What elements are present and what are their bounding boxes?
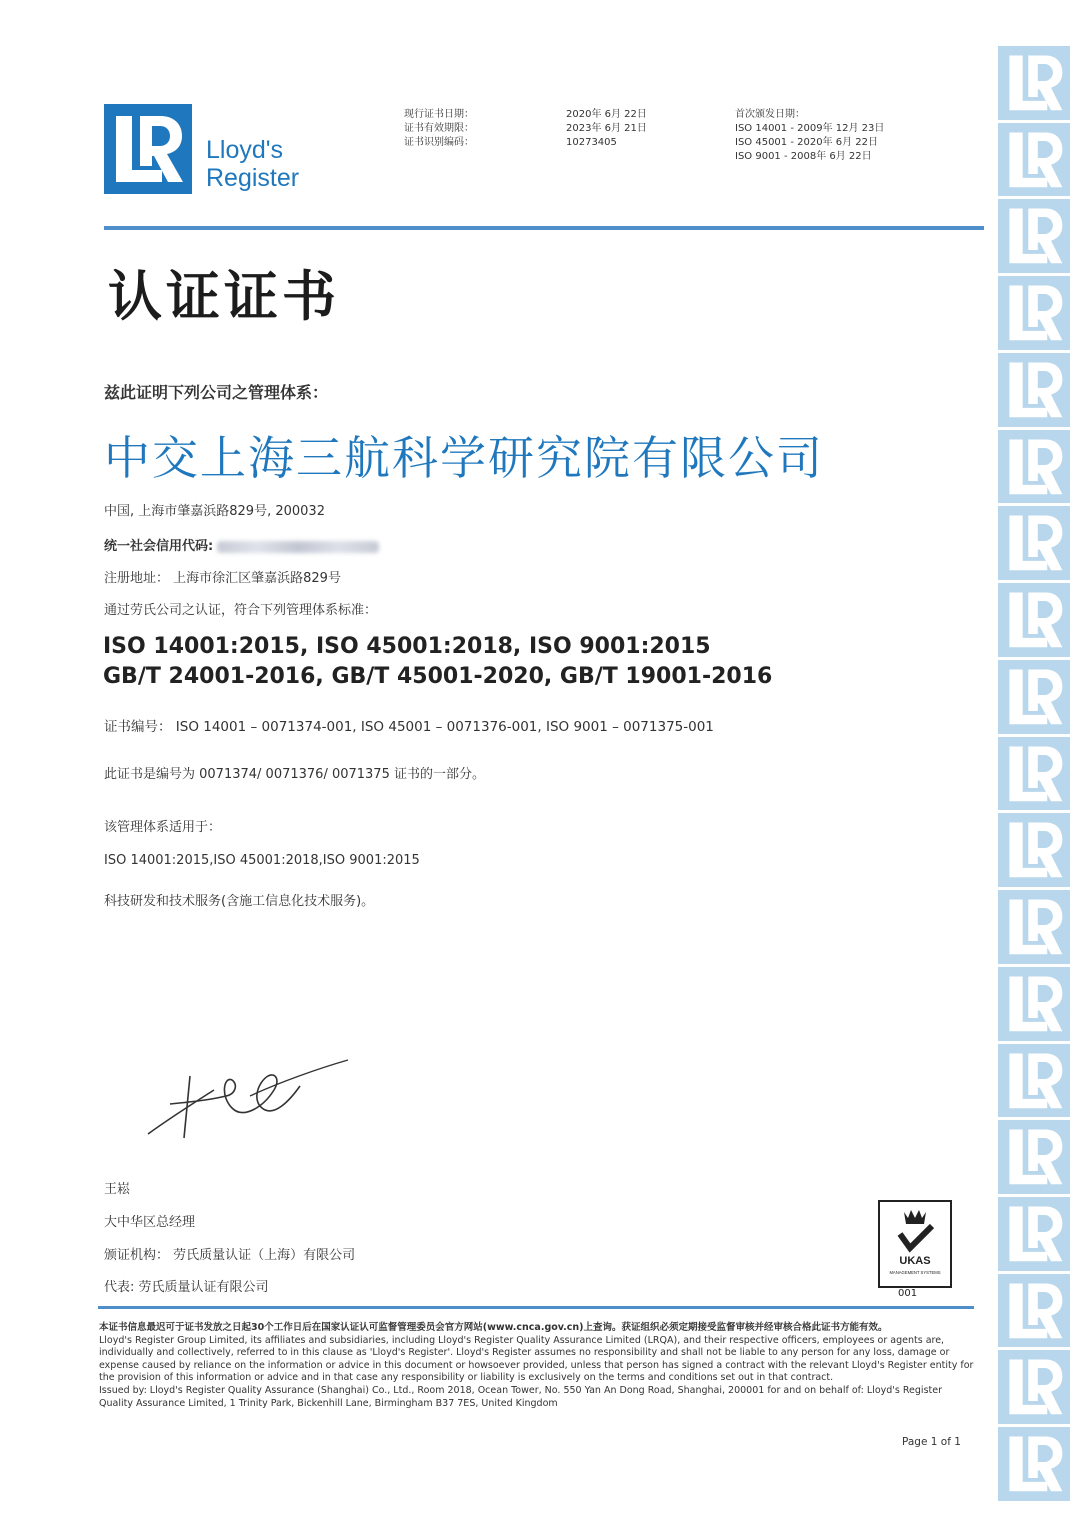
lr-tile-icon xyxy=(998,967,1070,1041)
certificate-numbers: 证书编号： ISO 14001 – 0071374-001, ISO 45001 – 0071376-001, ISO 9001 – 0071375-001 xyxy=(104,719,714,735)
lr-watermark-tile xyxy=(998,506,1070,580)
ukas-number: 001 xyxy=(898,1288,918,1299)
lr-tile-icon xyxy=(998,890,1070,964)
lr-tile-icon xyxy=(998,276,1070,350)
logo-wordmark xyxy=(206,136,299,192)
footer-divider xyxy=(98,1306,974,1309)
first-issue-block xyxy=(735,108,884,164)
first-issue-14001: ISO 14001 - 2009年 12月 23日 xyxy=(735,123,885,134)
lr-tile-icon xyxy=(998,1044,1070,1118)
lr-tile-icon xyxy=(998,1197,1070,1271)
certificate-title: 认证证书 xyxy=(108,265,340,328)
lr-watermark-tile xyxy=(998,737,1070,811)
lr-tile-icon xyxy=(998,506,1070,580)
applies-standards: ISO 14001:2015,ISO 45001:2018,ISO 9001:2015 xyxy=(104,853,420,868)
lr-tile-icon xyxy=(998,123,1070,197)
page-number: Page 1 of 1 xyxy=(902,1436,961,1448)
ukas-accreditation-mark xyxy=(878,1200,952,1288)
expiry-date-value: 2023年 6月 21日 xyxy=(566,123,647,134)
current-date-label: 现行证书日期： xyxy=(404,109,474,120)
standards-block xyxy=(103,632,772,692)
identity-number-value: 10273405 xyxy=(566,137,617,148)
standards-gbt: GB/T 24001-2016, GB/T 45001-2020, GB/T 19001-2016 xyxy=(103,664,773,689)
company-name: 中交上海三航科学研究院有限公司 xyxy=(104,431,824,485)
first-issue-label: 首次颁发日期： xyxy=(735,109,805,120)
lr-watermark-tile xyxy=(998,430,1070,504)
credit-code-label: 统一社会信用代码: xyxy=(104,539,214,554)
lr-watermark-tile xyxy=(998,1044,1070,1118)
lr-tile-icon xyxy=(998,813,1070,887)
lr-watermark-tile xyxy=(998,1274,1070,1348)
expiry-date-label: 证书有效期限： xyxy=(404,123,474,134)
lr-tile-icon xyxy=(998,199,1070,273)
lr-watermark-tile xyxy=(998,123,1070,197)
ukas-text: UKAS xyxy=(899,1255,931,1267)
lr-tile-icon xyxy=(998,1274,1070,1348)
lr-watermark-tile xyxy=(998,199,1070,273)
issuing-body: 颁证机构： 劳氏质量认证（上海）有限公司 xyxy=(104,1248,356,1263)
applies-label: 该管理体系适用于： xyxy=(104,820,222,835)
lr-watermark-tile xyxy=(998,1427,1070,1501)
footer-text xyxy=(99,1322,975,1410)
footer-notice: 本证书信息最迟可于证书发放之日起30个工作日后在国家认证认可监督管理委员会官方网站(www.cnca.gov.cn)上查询。获证组织必须定期接受监督审核并经审核合格此证书方能有效。 xyxy=(99,1322,888,1333)
current-date-value: 2020年 6月 22日 xyxy=(566,109,647,120)
lr-watermark-tile xyxy=(998,967,1070,1041)
lr-tile-icon xyxy=(998,430,1070,504)
approval-text: 通过劳氏公司之认证，符合下列管理体系标准： xyxy=(104,603,378,618)
footer-issued-by: Issued by: Lloyd's Register Quality Assurance (Shanghai) Co., Ltd., Room 2018, Ocean Tower, No. 550 Yan An Dong Road, Shanghai, 200001 for and on behalf of: Lloyd's Register Quality Assurance Limited, 1 Trinity Park, Bickenhill Lane, Birmingham B37 7ES, United Kingdom xyxy=(99,1384,942,1409)
lr-watermark-tile xyxy=(998,1350,1070,1424)
credit-code-redacted xyxy=(217,541,379,553)
representative: 代表: 劳氏质量认证有限公司 xyxy=(104,1280,269,1295)
ukas-subtext: MANAGEMENT SYSTEMS xyxy=(889,1270,941,1275)
lr-watermark-tile xyxy=(998,1197,1070,1271)
header-labels xyxy=(404,108,474,150)
lr-tile-icon xyxy=(998,46,1070,120)
lr-watermark-strip xyxy=(998,46,1070,1504)
lr-watermark-tile xyxy=(998,46,1070,120)
signatory-role: 大中华区总经理 xyxy=(104,1215,196,1230)
lr-watermark-tile xyxy=(998,276,1070,350)
signatory-name: 王崧 xyxy=(104,1182,131,1197)
company-address: 中国, 上海市肇嘉浜路829号, 200032 xyxy=(104,504,325,519)
lr-watermark-tile xyxy=(998,583,1070,657)
first-issue-45001: ISO 45001 - 2020年 6月 22日 xyxy=(735,137,879,148)
first-issue-9001: ISO 9001 - 2008年 6月 22日 xyxy=(735,151,872,162)
logo-line-2: Register xyxy=(206,164,300,192)
registered-address: 注册地址： 上海市徐汇区肇嘉浜路829号 xyxy=(104,571,341,586)
lr-tile-icon xyxy=(998,583,1070,657)
intro-text: 兹此证明下列公司之管理体系： xyxy=(104,383,329,402)
standards-iso: ISO 14001:2015, ISO 45001:2018, ISO 9001:2015 xyxy=(103,634,711,659)
lr-watermark-tile xyxy=(998,353,1070,427)
lr-watermark-tile xyxy=(998,813,1070,887)
lr-tile-icon xyxy=(998,737,1070,811)
identity-number-label: 证书识别编码： xyxy=(404,137,474,148)
lr-logo-icon xyxy=(104,104,192,194)
lr-tile-icon xyxy=(998,1427,1070,1501)
logo-line-1: Lloyd's xyxy=(206,136,284,164)
lr-watermark-tile xyxy=(998,660,1070,734)
footer-disclaimer: Lloyd's Register Group Limited, its affiliates and subsidiaries, including Lloyd's Register Quality Assurance Limited (LRQA), and their respective officers, employees or agents are, individually and collectively, referred to in this clause as 'Lloyd's Register'. Lloyd's Register assumes no responsibility and shall not be liable to any person for any loss, damage or expense caused by reliance on the information or advice in this document or howsoever provided, unless that person has signed a contract with the relevant Lloyd's Register entity for the provision of this information or advice and in that case any responsibility or liability is exclusively on the terms and conditions set out in that contract. xyxy=(99,1334,974,1384)
lr-tile-icon xyxy=(998,660,1070,734)
lr-watermark-tile xyxy=(998,1120,1070,1194)
header-values xyxy=(566,108,647,150)
handwritten-signature xyxy=(140,1056,360,1146)
lloyds-register-logo xyxy=(104,104,299,194)
lr-watermark-tile xyxy=(998,890,1070,964)
lr-tile-icon xyxy=(998,1120,1070,1194)
header-divider xyxy=(104,226,984,230)
credit-code-row xyxy=(104,535,379,554)
lr-tile-icon xyxy=(998,1350,1070,1424)
part-of-text: 此证书是编号为 0071374/ 0071376/ 0071375 证书的一部分。 xyxy=(104,767,485,782)
scope-text: 科技研发和技术服务(含施工信息化技术服务)。 xyxy=(104,894,375,909)
lr-tile-icon xyxy=(998,353,1070,427)
